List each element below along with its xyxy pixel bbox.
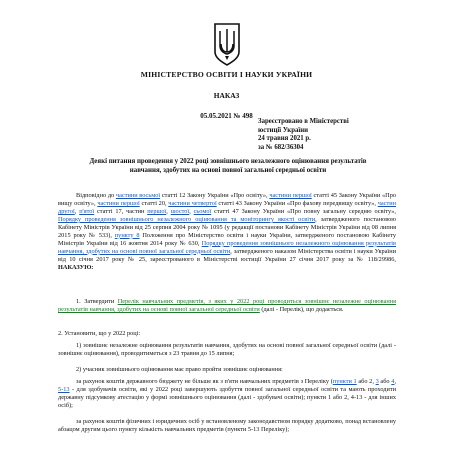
order-title: НАКАЗ [213,91,240,100]
order-number: 05.05.2021 № 498 [200,112,253,120]
law-link[interactable]: частин другої [58,199,396,215]
registration-line: 24 травня 2021 р. [258,135,311,143]
ukraine-trident-emblem-icon [212,22,242,66]
registration-line: Зареєстровано в Міністерстві [258,118,349,125]
law-link[interactable]: шостої [170,207,190,215]
law-link[interactable]: першої [147,207,167,215]
law-link[interactable]: сьомої [193,207,212,215]
clause-2-2-paragraph: 2) учасник зовнішнього оцінювання має право пройти зовнішнє оцінювання: [76,366,283,373]
order-subject: Деякі питання проведення у 2022 році зовнішнього незалежного оцінювання результатів навчання, здобутих на основі повної загальної середньої освіти [89,158,367,174]
order-keyword: НАКАЗУЮ: [58,263,94,271]
law-link[interactable]: частини першої [97,199,140,207]
state-budget-paragraph: за рахунок коштів державного бюджету не більше як з п'яти навчальних предметів з Переліку (пункти 1 або 2, 3 або 4, 5-13 - для здобувачів освіти, які у 2022 році завершують здобуття повної загальної середньої освіти та мають проходити державну підсумкову атестацію у формі зовнішнього оцінювання (далі - здобувачі освіти); пункти 1 або 2, 4-13 - для інших осіб); [58,378,397,409]
list-item-link[interactable]: 3 [375,378,379,385]
list-item-link[interactable]: 5-13 [58,385,70,393]
procedure-link[interactable]: Порядку проведення зовнішнього незалежного оцінювання та моніторингу якості освіти [58,215,316,223]
law-link[interactable]: п'ятої [79,207,95,215]
clause-2-paragraph: 2. Установити, що у 2022 році: [58,330,141,337]
subjects-list-link[interactable]: Перелік навчальних предметів, з яких у 2022 році проводиться зовнішнє незалежне оцінювання результатів навчання, здобутих на основі повної загальної середньої освіти [58,298,396,313]
ministry-title: МІНІСТЕРСТВО ОСВІТИ І НАУКИ УКРАЇНИ [140,70,313,79]
law-link[interactable]: частини четвертої [168,199,217,207]
registration-line: за № 682/36304 [258,143,304,151]
procedure-link[interactable]: Порядку проведення зовнішнього незалежного оцінювання результатів навчання, здобутих на основі повної загальної середньої освіти [58,239,396,255]
registration-stamp [258,118,349,152]
private-funds-paragraph: за рахунок коштів фізичних і юридичних осіб у встановленому законодавством порядку додатково, понад встановлену абзацом другим цього пункту кількість навчальних предметів (пункти 5-13 Переліку); [58,418,396,433]
regulation-link[interactable]: пункту 8 [114,231,140,239]
clause-1-paragraph: 1. Затвердити Перелік навчальних предметів, з яких у 2022 році проводиться зовнішнє незалежне оцінювання результатів навчання, здобутих на основі повної загальної середньої освіти (далі - Перелік), що додається. [58,298,396,313]
list-item-link[interactable]: пункти 1 [332,378,357,385]
list-item-link[interactable]: 4 [391,378,395,385]
registration-line: юстиції України [258,126,309,134]
law-link[interactable]: частини першої [269,192,312,199]
clause-2-1-paragraph: 1) зовнішнє незалежне оцінювання результатів навчання, здобутих на основі повної загальної середньої освіти (далі - зовнішнє оцінювання), проводитиметься з 23 травня до 15 липня; [58,342,396,357]
law-link[interactable]: частини восьмої [115,192,161,199]
preamble-paragraph: Відповідно до частини восьмої статті 12 Закону України «Про освіту», частини першої статті 45 Закону України «Про вищу освіту», частини першої статті 20, частини четвертої статті 43 Закону України «Про фахову передвищу освіту», частин другої, п'ятої статті 17, частин першої, шостої, сьомої статті 47 Закону України «Про повну загальну середню освіту», Порядку проведення зовнішнього незалежного оцінювання та моніторингу якості освіти, затвердженого постановою Кабінету Міністрів України від 25 серпня 2004 року № 1095 (у редакції постанови Кабінету Міністрів України від 08 липня 2015 року № 533), пункту 8 Положення про Міністерство освіти і науки України, затвердженого постановою Кабінету Міністрів України від 16 жовтня 2014 року № 630, Порядку проведення зовнішнього незалежного оцінювання результатів навчання, здобутих на основі повної загальної середньої освіти, затвердженого наказом Міністерства освіти і науки України від 10 січня 2017 року № 25, зареєстрованого в Міністерстві юстиції України 27 січня 2017 року за № 118/29986, НАКАЗУЮ: [58,192,397,271]
